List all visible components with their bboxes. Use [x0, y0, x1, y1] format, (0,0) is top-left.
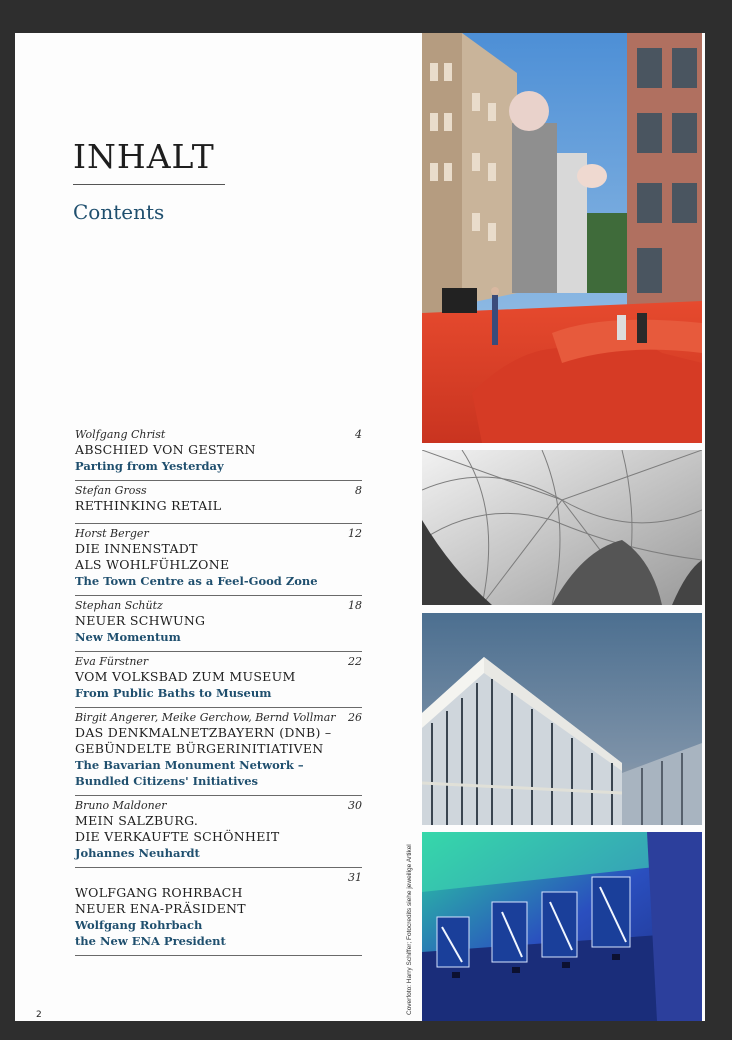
toc-author: Wolfgang Christ	[75, 428, 166, 441]
toc-entry[interactable]	[75, 708, 362, 796]
toc-entry[interactable]	[75, 868, 362, 956]
red-square-photo	[422, 33, 702, 443]
toc-page-number: 22	[348, 655, 362, 668]
photo-credit: Coverfoto: Harry Schiffer; Fotocredits siehe jeweilige Artikel	[406, 844, 413, 1015]
magazine-page	[15, 33, 705, 1021]
toc-title-german: RETHINKING RETAIL	[75, 498, 222, 513]
toc-spacer	[75, 514, 362, 517]
title-underline	[73, 184, 225, 185]
toc-title-english: Parting from Yesterday	[75, 459, 224, 473]
toc-entry[interactable]	[75, 652, 362, 708]
toc-entry[interactable]	[75, 596, 362, 652]
neon-interior-photo	[422, 832, 702, 1021]
toc-title-german: DIE INNENSTADT	[75, 541, 198, 556]
toc-title-german: DAS DENKMALNETZBAYERN (DNB) –	[75, 725, 332, 740]
vaulted-ceiling-photo	[422, 450, 702, 605]
toc-entry[interactable]	[75, 425, 362, 481]
toc-title-german: DIE VERKAUFTE SCHÖNHEIT	[75, 829, 280, 844]
toc-page-number: 26	[348, 711, 362, 724]
toc-author: Horst Berger	[75, 527, 149, 540]
toc-title-german: GEBÜNDELTE BÜRGERINITIATIVEN	[75, 741, 324, 756]
toc-title-german: MEIN SALZBURG.	[75, 813, 199, 828]
toc-title-german: NEUER ENA-PRÄSIDENT	[75, 901, 246, 916]
glass-hall-photo	[422, 613, 702, 825]
toc-title-english: Johannes Neuhardt	[75, 846, 200, 860]
page-title: INHALT	[73, 137, 215, 176]
page-number: 2	[36, 1010, 42, 1020]
toc-title-german: NEUER SCHWUNG	[75, 613, 206, 628]
table-of-contents	[75, 425, 362, 956]
toc-author: Stephan Schütz	[75, 599, 163, 612]
toc-title-english: Bundled Citizens' Initiatives	[75, 774, 259, 788]
toc-page-number: 31	[348, 871, 362, 884]
toc-page-number: 4	[355, 428, 362, 441]
toc-title-english: The Bavarian Monument Network –	[75, 758, 304, 772]
toc-title-german: ABSCHIED VON GESTERN	[75, 442, 256, 457]
toc-title-german: WOLFGANG ROHRBACH	[75, 885, 243, 900]
toc-page-number: 12	[348, 527, 362, 540]
toc-entry[interactable]	[75, 524, 362, 596]
toc-title-english: Wolfgang Rohrbach	[75, 918, 203, 932]
toc-title-english: The Town Centre as a Feel-Good Zone	[75, 574, 318, 588]
toc-title-english: New Momentum	[75, 630, 181, 644]
toc-entry[interactable]	[75, 796, 362, 868]
toc-title-english: the New ENA President	[75, 934, 226, 948]
toc-title-german: VOM VOLKSBAD ZUM MUSEUM	[75, 669, 296, 684]
page-subtitle: Contents	[73, 200, 165, 224]
toc-page-number: 30	[348, 799, 362, 812]
toc-author: Birgit Angerer, Meike Gerchow, Bernd Vollmar	[75, 711, 336, 724]
toc-author: Stefan Gross	[75, 484, 147, 497]
toc-page-number: 8	[355, 484, 362, 497]
toc-author: Bruno Maldoner	[75, 799, 167, 812]
toc-title-english: From Public Baths to Museum	[75, 686, 272, 700]
toc-author: Eva Fürstner	[75, 655, 149, 668]
toc-title-german: ALS WOHLFÜHLZONE	[75, 557, 230, 572]
toc-entry[interactable]	[75, 481, 362, 524]
toc-author	[75, 871, 362, 885]
toc-page-number: 18	[348, 599, 362, 612]
